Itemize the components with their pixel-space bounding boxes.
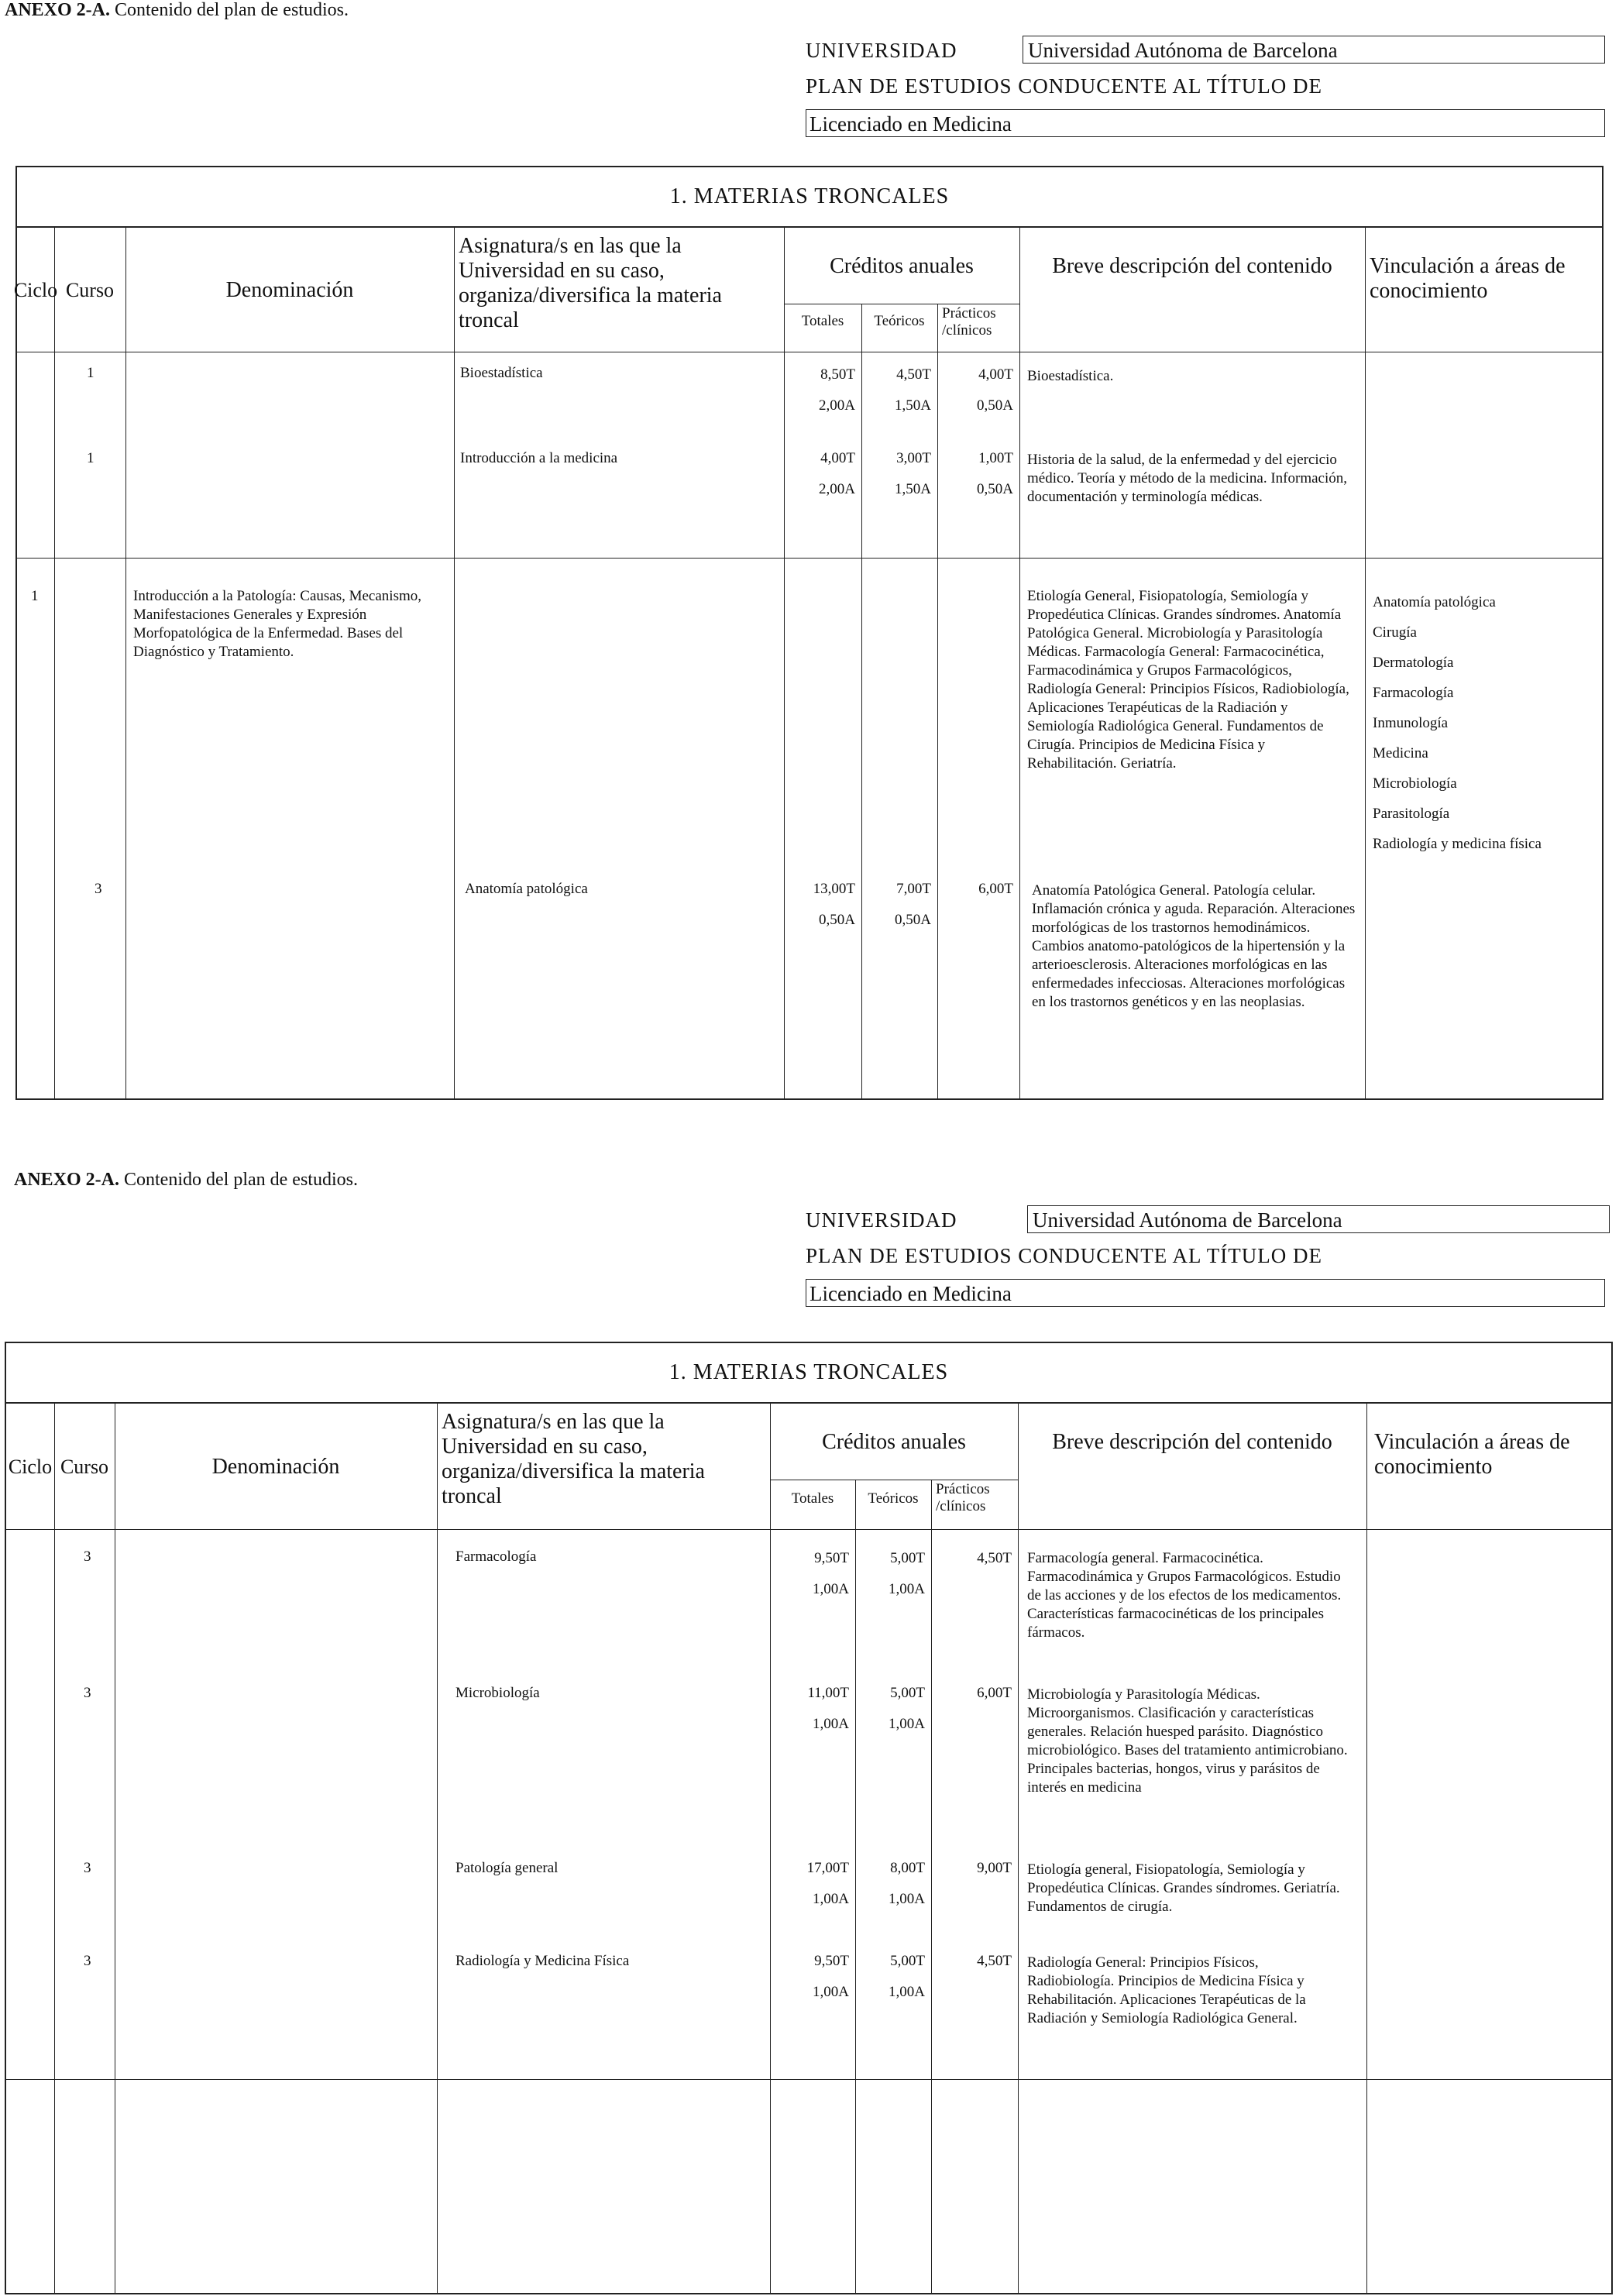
- annex-heading: [5, 0, 349, 21]
- col-curso: Curso: [60, 1456, 109, 1478]
- university-label: UNIVERSIDAD: [806, 39, 957, 62]
- totales-cell: 17,00T: [806, 1860, 849, 1876]
- totales-cell: 9,50T: [814, 1953, 849, 1969]
- asignatura-cell: Anatomía patológica: [465, 881, 588, 897]
- annex-label: ANEXO 2-A.: [5, 0, 110, 20]
- teoricos-cell: 3,00T: [896, 450, 931, 466]
- asignatura-cell: Radiología y Medicina Física: [455, 1953, 630, 1969]
- totales-cell: 1,00A: [813, 1984, 849, 2000]
- curso-cell: 3: [84, 1548, 91, 1565]
- teoricos-cell: 5,00T: [890, 1953, 925, 1969]
- practicos-cell: 6,00T: [977, 1685, 1012, 1701]
- col-denominacion: Denominación: [225, 278, 354, 302]
- col-ciclo: Ciclo: [13, 279, 58, 301]
- practicos-cell: 4,00T: [978, 366, 1013, 383]
- curso-cell: 3: [84, 1860, 91, 1876]
- practicos-cell: 0,50A: [977, 397, 1013, 414]
- col-asignaturas: Asignatura/s en las que la Universidad en su caso, organiza/diversifica la materia troncal: [442, 1410, 705, 1508]
- totales-cell: 1,00A: [813, 1581, 849, 1597]
- description-cell: Farmacología general. Farmacocinética. Farmacodinámica y Grupos Farmacológicos. Estudio de las acciones y de los efectos de los medicamentos. Características farmacocinéticas de los principales fármacos.: [1027, 1550, 1342, 1641]
- practicos-cell: 9,00T: [977, 1860, 1012, 1876]
- totales-cell: 9,50T: [814, 1550, 849, 1566]
- annex-text: Contenido del plan de estudios.: [110, 0, 349, 20]
- teoricos-cell: 1,50A: [895, 397, 931, 414]
- col-practicos: Prácticos /clínicos: [936, 1481, 990, 1514]
- description-cell: Anatomía Patológica General. Patología celular. Inflamación crónica y aguda. Reparación. Alteraciones morfológicas de los trastornos hemodinámicos. Cambios anatomo-patológicos de la hipertensión y la arterioesclerosis. Alteraciones morfológicas en las enfermedades infecciosas. Alteraciones morfológicas en los trastornos genéticos y en las neoplasias.: [1032, 882, 1356, 1010]
- curso-cell: 1: [87, 450, 95, 466]
- table-title: 1. MATERIAS TRONCALES: [6, 1343, 1611, 1404]
- col-totales: Totales: [801, 313, 844, 329]
- troncales-table: [15, 166, 1604, 1100]
- teoricos-cell: 1,00A: [889, 1891, 925, 1907]
- asignatura-cell: Patología general: [455, 1860, 559, 1876]
- area-item: Anatomía patológica: [1373, 594, 1496, 610]
- document-page-2: [0, 1170, 1619, 2296]
- area-item: Microbiología: [1373, 775, 1457, 792]
- description-cell: Radiología General: Principios Físicos, Radiobiología. Principios de Medicina Física y Rehabilitación. Aplicaciones Terapéuticas de la Radiación y Semiología Radiológica General.: [1027, 1954, 1306, 2026]
- degree-field: Licenciado en Medicina: [806, 1279, 1605, 1307]
- teoricos-cell: 5,00T: [890, 1550, 925, 1566]
- totales-cell: 4,00T: [820, 450, 855, 466]
- area-item: Medicina: [1373, 745, 1428, 761]
- university-field: Universidad Autónoma de Barcelona: [1027, 1205, 1610, 1233]
- teoricos-cell: 1,50A: [895, 481, 931, 497]
- col-curso: Curso: [65, 279, 115, 301]
- document-page-1: [0, 0, 1619, 1131]
- areas-list: [1373, 587, 1602, 859]
- practicos-cell: 4,50T: [977, 1550, 1012, 1566]
- description-cell: Bioestadística.: [1027, 368, 1114, 384]
- annex-text: Contenido del plan de estudios.: [119, 1170, 358, 1190]
- teoricos-cell: 8,00T: [890, 1860, 925, 1876]
- teoricos-cell: 5,00T: [890, 1685, 925, 1701]
- asignatura-cell: Introducción a la medicina: [460, 450, 618, 466]
- area-item: Cirugía: [1373, 624, 1417, 641]
- table-title: 1. MATERIAS TRONCALES: [17, 167, 1602, 228]
- troncales-table: [5, 1342, 1613, 2294]
- plan-heading: PLAN DE ESTUDIOS CONDUCENTE AL TÍTULO DE: [806, 74, 1322, 98]
- teoricos-cell: 4,50T: [896, 366, 931, 383]
- degree-field: Licenciado en Medicina: [806, 109, 1605, 137]
- ciclo-cell: 1: [31, 588, 39, 604]
- col-descripcion: Breve descripción del contenido: [1052, 254, 1332, 278]
- asignatura-cell: Microbiología: [455, 1685, 540, 1701]
- area-item: Parasitología: [1373, 806, 1450, 822]
- totales-cell: 1,00A: [813, 1891, 849, 1907]
- totales-cell: 13,00T: [813, 881, 855, 897]
- annex-label: ANEXO 2-A.: [14, 1170, 119, 1190]
- teoricos-cell: 1,00A: [889, 1716, 925, 1732]
- denominacion-cell: Introducción a la Patología: Causas, Mecanismo, Manifestaciones Generales y Expresión Morfopatológica de la Enfermedad. Bases del Diagnóstico y Tratamiento.: [133, 588, 421, 660]
- teoricos-cell: 7,00T: [896, 881, 931, 897]
- area-item: Inmunología: [1373, 715, 1449, 731]
- description-cell: Etiología General, Fisiopatología, Semiología y Propedéutica Clínicas. Grandes síndromes. Anatomía Patológica General. Microbiología y Parasitología Médicas. Farmacología General: Farmacocinética, Farmacodinámica y Grupos Farmacológicos, Radiología General: Principios Físicos, Radiobiología, Aplicaciones Terapéuticas de la Radiación y Semiología Radiológica General. Fundamentos de Cirugía. Principios de Medicina Física y Rehabilitación. Geriatría.: [1027, 588, 1349, 772]
- col-practicos: Prácticos /clínicos: [942, 305, 996, 339]
- teoricos-cell: 1,00A: [889, 1581, 925, 1597]
- description-cell: Historia de la salud, de la enfermedad y del ejercicio médico. Teoría y método de la medicina. Información, documentación y terminología médicas.: [1027, 452, 1348, 505]
- asignatura-cell: Farmacología: [455, 1548, 537, 1565]
- area-item: Dermatología: [1373, 655, 1454, 671]
- university-label: UNIVERSIDAD: [806, 1208, 957, 1232]
- area-item: Radiología y medicina física: [1373, 836, 1542, 852]
- curso-cell: 1: [87, 365, 95, 381]
- asignatura-cell: Bioestadística: [460, 365, 543, 381]
- curso-cell: 3: [84, 1953, 91, 1969]
- totales-cell: 8,50T: [820, 366, 855, 383]
- description-cell: Etiología general, Fisiopatología, Semiología y Propedéutica Clínicas. Grandes síndromes. Geriatría. Fundamentos de cirugía.: [1027, 1861, 1340, 1915]
- totales-cell: 1,00A: [813, 1716, 849, 1732]
- totales-cell: 0,50A: [819, 912, 855, 928]
- col-denominacion: Denominación: [211, 1455, 340, 1479]
- practicos-cell: 4,50T: [977, 1953, 1012, 1969]
- area-item: Farmacología: [1373, 685, 1454, 701]
- col-teoricos: Teóricos: [868, 1490, 919, 1507]
- col-creditos: Créditos anuales: [822, 1430, 966, 1454]
- practicos-cell: 0,50A: [977, 481, 1013, 497]
- curso-cell: 3: [95, 881, 102, 897]
- col-ciclo: Ciclo: [8, 1456, 53, 1478]
- col-descripcion: Breve descripción del contenido: [1052, 1430, 1332, 1454]
- teoricos-cell: 1,00A: [889, 1984, 925, 2000]
- curso-cell: 3: [84, 1685, 91, 1701]
- col-totales: Totales: [791, 1490, 834, 1507]
- university-field: Universidad Autónoma de Barcelona: [1023, 36, 1605, 64]
- teoricos-cell: 0,50A: [895, 912, 931, 928]
- totales-cell: 2,00A: [819, 481, 855, 497]
- practicos-cell: 6,00T: [978, 881, 1013, 897]
- col-creditos: Créditos anuales: [830, 254, 974, 278]
- col-asignaturas: Asignatura/s en las que la Universidad en su caso, organiza/diversifica la materia troncal: [459, 234, 722, 332]
- description-cell: Microbiología y Parasitología Médicas. Microorganismos. Clasificación y características generales. Relación huesped parásito. Diagnóstico microbiológico. Bases del tratamiento antimicrobiano. Principales bacterias, hongos, virus y parásitos de interés en medicina: [1027, 1686, 1348, 1796]
- col-vinculacion: Vinculación a áreas de conocimiento: [1374, 1430, 1570, 1479]
- annex-heading: [14, 1170, 358, 1191]
- practicos-cell: 1,00T: [978, 450, 1013, 466]
- plan-heading: PLAN DE ESTUDIOS CONDUCENTE AL TÍTULO DE: [806, 1244, 1322, 1267]
- totales-cell: 11,00T: [807, 1685, 849, 1701]
- col-teoricos: Teóricos: [874, 313, 925, 329]
- totales-cell: 2,00A: [819, 397, 855, 414]
- col-vinculacion: Vinculación a áreas de conocimiento: [1370, 254, 1566, 303]
